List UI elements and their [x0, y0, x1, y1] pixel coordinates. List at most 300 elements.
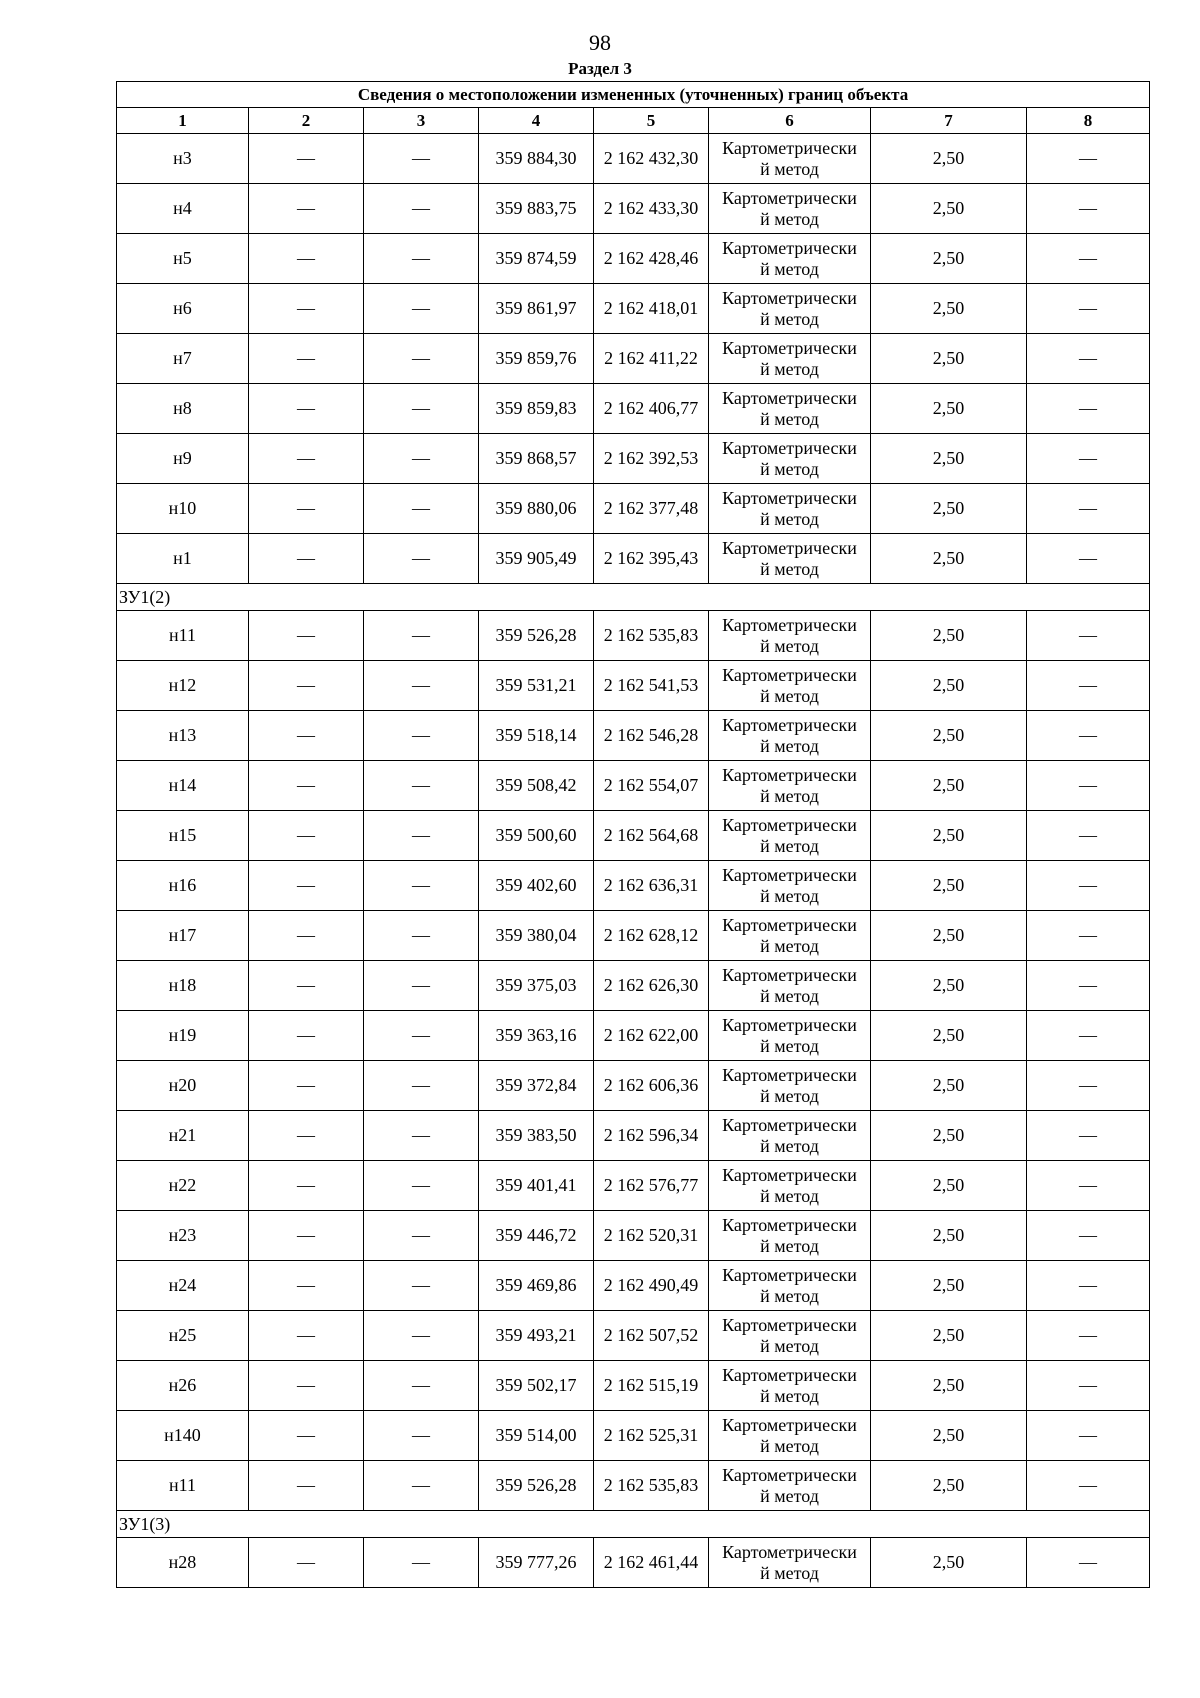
- x-coordinate: 359 514,00: [479, 1411, 594, 1461]
- x-coordinate: 359 859,83: [479, 384, 594, 434]
- col2-value: —: [249, 1161, 364, 1211]
- method-text-line: Картометрически: [722, 337, 857, 358]
- method-text-line: Картометрически: [722, 287, 857, 308]
- table-row: [117, 1411, 1150, 1461]
- y-coordinate: 2 162 535,83: [594, 1461, 709, 1511]
- col3-value: —: [364, 1361, 479, 1411]
- method-text-line: й метод: [760, 1035, 819, 1056]
- x-coordinate: 359 383,50: [479, 1111, 594, 1161]
- col2-value: —: [249, 1261, 364, 1311]
- table-row: [117, 1361, 1150, 1411]
- col2-value: —: [249, 1461, 364, 1511]
- method-text-line: й метод: [760, 208, 819, 229]
- col2-value: —: [249, 134, 364, 184]
- point-name: н10: [117, 484, 249, 534]
- col3-value: —: [364, 534, 479, 584]
- precision: 2,50: [871, 711, 1027, 761]
- col2-value: —: [249, 1361, 364, 1411]
- method-text-line: й метод: [760, 685, 819, 706]
- precision: 2,50: [871, 1161, 1027, 1211]
- method-text-line: й метод: [760, 985, 819, 1006]
- col3-value: —: [364, 434, 479, 484]
- method: [709, 184, 871, 234]
- table-row: [117, 761, 1150, 811]
- table-row: [117, 961, 1150, 1011]
- table-row: [117, 484, 1150, 534]
- col8-value: —: [1027, 811, 1150, 861]
- method-text-line: й метод: [760, 508, 819, 529]
- precision: 2,50: [871, 484, 1027, 534]
- x-coordinate: 359 380,04: [479, 911, 594, 961]
- y-coordinate: 2 162 428,46: [594, 234, 709, 284]
- precision: 2,50: [871, 334, 1027, 384]
- precision: 2,50: [871, 611, 1027, 661]
- method-text-line: Картометрически: [722, 1114, 857, 1135]
- method: [709, 961, 871, 1011]
- col8-value: —: [1027, 284, 1150, 334]
- method-text-line: Картометрически: [722, 537, 857, 558]
- method-text-line: Картометрически: [722, 1464, 857, 1485]
- col3-value: —: [364, 861, 479, 911]
- method: [709, 434, 871, 484]
- col8-value: —: [1027, 134, 1150, 184]
- table-row: [117, 911, 1150, 961]
- col2-value: —: [249, 961, 364, 1011]
- column-number: 6: [709, 108, 871, 134]
- precision: 2,50: [871, 534, 1027, 584]
- point-name: н3: [117, 134, 249, 184]
- method-text-line: Картометрически: [722, 1214, 857, 1235]
- col3-value: —: [364, 184, 479, 234]
- method: [709, 1311, 871, 1361]
- method-text-line: й метод: [760, 1285, 819, 1306]
- col2-value: —: [249, 861, 364, 911]
- table-row: [117, 1061, 1150, 1111]
- table-row: [117, 1461, 1150, 1511]
- table-row: [117, 1261, 1150, 1311]
- col8-value: —: [1027, 434, 1150, 484]
- method-text-line: й метод: [760, 458, 819, 479]
- table-row: [117, 434, 1150, 484]
- col8-value: —: [1027, 961, 1150, 1011]
- y-coordinate: 2 162 628,12: [594, 911, 709, 961]
- method-text-line: Картометрически: [722, 864, 857, 885]
- point-name: н11: [117, 611, 249, 661]
- col3-value: —: [364, 911, 479, 961]
- col3-value: —: [364, 1161, 479, 1211]
- x-coordinate: 359 363,16: [479, 1011, 594, 1061]
- col2-value: —: [249, 1411, 364, 1461]
- x-coordinate: 359 883,75: [479, 184, 594, 234]
- col8-value: —: [1027, 611, 1150, 661]
- col2-value: —: [249, 911, 364, 961]
- col8-value: —: [1027, 1538, 1150, 1588]
- y-coordinate: 2 162 392,53: [594, 434, 709, 484]
- table-row: [117, 284, 1150, 334]
- method: [709, 711, 871, 761]
- page-number: 98: [589, 30, 611, 55]
- y-coordinate: 2 162 515,19: [594, 1361, 709, 1411]
- method-text-line: Картометрически: [722, 1314, 857, 1335]
- method: [709, 234, 871, 284]
- method: [709, 1461, 871, 1511]
- column-number: 2: [249, 108, 364, 134]
- col3-value: —: [364, 1261, 479, 1311]
- method-text-line: й метод: [760, 735, 819, 756]
- method: [709, 1111, 871, 1161]
- method-text-line: Картометрически: [722, 1064, 857, 1085]
- y-coordinate: 2 162 411,22: [594, 334, 709, 384]
- y-coordinate: 2 162 535,83: [594, 611, 709, 661]
- point-name: н9: [117, 434, 249, 484]
- y-coordinate: 2 162 520,31: [594, 1211, 709, 1261]
- table-row: [117, 534, 1150, 584]
- table-row: [117, 1161, 1150, 1211]
- col8-value: —: [1027, 1061, 1150, 1111]
- y-coordinate: 2 162 433,30: [594, 184, 709, 234]
- method-text-line: й метод: [760, 1185, 819, 1206]
- precision: 2,50: [871, 134, 1027, 184]
- point-name: н20: [117, 1061, 249, 1111]
- method-text-line: Картометрически: [722, 1541, 857, 1562]
- section-title: Раздел 3: [568, 59, 632, 78]
- col2-value: —: [249, 1311, 364, 1361]
- y-coordinate: 2 162 377,48: [594, 484, 709, 534]
- col3-value: —: [364, 1538, 479, 1588]
- y-coordinate: 2 162 596,34: [594, 1111, 709, 1161]
- y-coordinate: 2 162 406,77: [594, 384, 709, 434]
- method-text-line: й метод: [760, 1135, 819, 1156]
- method: [709, 384, 871, 434]
- col3-value: —: [364, 961, 479, 1011]
- col8-value: —: [1027, 384, 1150, 434]
- x-coordinate: 359 861,97: [479, 284, 594, 334]
- method-text-line: Картометрически: [722, 187, 857, 208]
- column-number: 5: [594, 108, 709, 134]
- col8-value: —: [1027, 1461, 1150, 1511]
- y-coordinate: 2 162 525,31: [594, 1411, 709, 1461]
- y-coordinate: 2 162 541,53: [594, 661, 709, 711]
- method-text-line: й метод: [760, 408, 819, 429]
- x-coordinate: 359 375,03: [479, 961, 594, 1011]
- method-text-line: й метод: [760, 935, 819, 956]
- col2-value: —: [249, 484, 364, 534]
- x-coordinate: 359 884,30: [479, 134, 594, 184]
- precision: 2,50: [871, 284, 1027, 334]
- table-caption-row: [117, 82, 1150, 108]
- x-coordinate: 359 508,42: [479, 761, 594, 811]
- col8-value: —: [1027, 534, 1150, 584]
- precision: 2,50: [871, 1261, 1027, 1311]
- col8-value: —: [1027, 184, 1150, 234]
- col8-value: —: [1027, 1261, 1150, 1311]
- point-name: н140: [117, 1411, 249, 1461]
- precision: 2,50: [871, 234, 1027, 284]
- point-name: н26: [117, 1361, 249, 1411]
- point-name: н24: [117, 1261, 249, 1311]
- y-coordinate: 2 162 554,07: [594, 761, 709, 811]
- col3-value: —: [364, 134, 479, 184]
- y-coordinate: 2 162 395,43: [594, 534, 709, 584]
- point-name: н12: [117, 661, 249, 711]
- method-text-line: Картометрически: [722, 1014, 857, 1035]
- point-name: н25: [117, 1311, 249, 1361]
- method: [709, 1361, 871, 1411]
- point-name: н14: [117, 761, 249, 811]
- col3-value: —: [364, 761, 479, 811]
- method-text-line: Картометрически: [722, 237, 857, 258]
- col8-value: —: [1027, 911, 1150, 961]
- point-name: н6: [117, 284, 249, 334]
- point-name: н28: [117, 1538, 249, 1588]
- table-row: [117, 1011, 1150, 1061]
- method: [709, 661, 871, 711]
- col8-value: —: [1027, 1111, 1150, 1161]
- precision: 2,50: [871, 761, 1027, 811]
- col2-value: —: [249, 611, 364, 661]
- y-coordinate: 2 162 432,30: [594, 134, 709, 184]
- method-text-line: Картометрически: [722, 964, 857, 985]
- precision: 2,50: [871, 1538, 1027, 1588]
- col2-value: —: [249, 1011, 364, 1061]
- method-text-line: Картометрически: [722, 1164, 857, 1185]
- method-text-line: й метод: [760, 1085, 819, 1106]
- col3-value: —: [364, 334, 479, 384]
- method-text-line: Картометрически: [722, 814, 857, 835]
- group-label: ЗУ1(2): [117, 584, 1150, 611]
- col2-value: —: [249, 334, 364, 384]
- col3-value: —: [364, 811, 479, 861]
- table-row: [117, 661, 1150, 711]
- y-coordinate: 2 162 490,49: [594, 1261, 709, 1311]
- col3-value: —: [364, 611, 479, 661]
- table-body: [117, 82, 1150, 1588]
- method-text-line: й метод: [760, 885, 819, 906]
- column-number: 8: [1027, 108, 1150, 134]
- col8-value: —: [1027, 1311, 1150, 1361]
- point-name: н22: [117, 1161, 249, 1211]
- x-coordinate: 359 402,60: [479, 861, 594, 911]
- y-coordinate: 2 162 636,31: [594, 861, 709, 911]
- x-coordinate: 359 502,17: [479, 1361, 594, 1411]
- col3-value: —: [364, 1411, 479, 1461]
- method: [709, 134, 871, 184]
- x-coordinate: 359 880,06: [479, 484, 594, 534]
- col2-value: —: [249, 761, 364, 811]
- x-coordinate: 359 874,59: [479, 234, 594, 284]
- col2-value: —: [249, 184, 364, 234]
- method-text-line: Картометрически: [722, 664, 857, 685]
- column-number: 7: [871, 108, 1027, 134]
- point-name: н23: [117, 1211, 249, 1261]
- method-text-line: й метод: [760, 1385, 819, 1406]
- point-name: н11: [117, 1461, 249, 1511]
- point-name: н19: [117, 1011, 249, 1061]
- method: [709, 284, 871, 334]
- method-text-line: й метод: [760, 158, 819, 179]
- table-row: [117, 611, 1150, 661]
- table-row: [117, 1311, 1150, 1361]
- point-name: н16: [117, 861, 249, 911]
- x-coordinate: 359 372,84: [479, 1061, 594, 1111]
- point-name: н8: [117, 384, 249, 434]
- method: [709, 534, 871, 584]
- method-text-line: й метод: [760, 635, 819, 656]
- precision: 2,50: [871, 1111, 1027, 1161]
- col3-value: —: [364, 661, 479, 711]
- col3-value: —: [364, 1111, 479, 1161]
- method-text-line: й метод: [760, 1335, 819, 1356]
- col8-value: —: [1027, 661, 1150, 711]
- col8-value: —: [1027, 1161, 1150, 1211]
- method-text-line: й метод: [760, 558, 819, 579]
- col8-value: —: [1027, 1411, 1150, 1461]
- x-coordinate: 359 859,76: [479, 334, 594, 384]
- x-coordinate: 359 526,28: [479, 611, 594, 661]
- x-coordinate: 359 518,14: [479, 711, 594, 761]
- x-coordinate: 359 446,72: [479, 1211, 594, 1261]
- table-row: [117, 134, 1150, 184]
- table-row: [117, 1111, 1150, 1161]
- column-number: 4: [479, 108, 594, 134]
- precision: 2,50: [871, 384, 1027, 434]
- method: [709, 334, 871, 384]
- col2-value: —: [249, 1061, 364, 1111]
- precision: 2,50: [871, 911, 1027, 961]
- table-row: [117, 184, 1150, 234]
- method: [709, 1411, 871, 1461]
- method: [709, 1061, 871, 1111]
- method-text-line: Картометрически: [722, 614, 857, 635]
- point-name: н17: [117, 911, 249, 961]
- col3-value: —: [364, 384, 479, 434]
- point-name: н15: [117, 811, 249, 861]
- column-number-row: [117, 108, 1150, 134]
- col8-value: —: [1027, 1011, 1150, 1061]
- col2-value: —: [249, 661, 364, 711]
- method-text-line: й метод: [760, 1485, 819, 1506]
- col2-value: —: [249, 711, 364, 761]
- precision: 2,50: [871, 434, 1027, 484]
- col8-value: —: [1027, 484, 1150, 534]
- precision: 2,50: [871, 184, 1027, 234]
- method-text-line: Картометрически: [722, 914, 857, 935]
- col3-value: —: [364, 1311, 479, 1361]
- method-text-line: Картометрически: [722, 437, 857, 458]
- y-coordinate: 2 162 622,00: [594, 1011, 709, 1061]
- col8-value: —: [1027, 861, 1150, 911]
- method-text-line: й метод: [760, 1435, 819, 1456]
- method-text-line: й метод: [760, 1235, 819, 1256]
- y-coordinate: 2 162 564,68: [594, 811, 709, 861]
- method: [709, 1161, 871, 1211]
- method-text-line: Картометрически: [722, 487, 857, 508]
- method-text-line: Картометрически: [722, 714, 857, 735]
- col2-value: —: [249, 284, 364, 334]
- point-name: н21: [117, 1111, 249, 1161]
- table-row: [117, 1211, 1150, 1261]
- y-coordinate: 2 162 507,52: [594, 1311, 709, 1361]
- col2-value: —: [249, 1211, 364, 1261]
- precision: 2,50: [871, 1361, 1027, 1411]
- x-coordinate: 359 777,26: [479, 1538, 594, 1588]
- method: [709, 761, 871, 811]
- table-row: [117, 1538, 1150, 1588]
- x-coordinate: 359 493,21: [479, 1311, 594, 1361]
- point-name: н1: [117, 534, 249, 584]
- method-text-line: Картометрически: [722, 1414, 857, 1435]
- x-coordinate: 359 531,21: [479, 661, 594, 711]
- y-coordinate: 2 162 626,30: [594, 961, 709, 1011]
- col8-value: —: [1027, 761, 1150, 811]
- method: [709, 911, 871, 961]
- method-text-line: Картометрически: [722, 1264, 857, 1285]
- method-text-line: й метод: [760, 308, 819, 329]
- col2-value: —: [249, 811, 364, 861]
- col8-value: —: [1027, 334, 1150, 384]
- precision: 2,50: [871, 1461, 1027, 1511]
- y-coordinate: 2 162 461,44: [594, 1538, 709, 1588]
- method: [709, 811, 871, 861]
- point-name: н5: [117, 234, 249, 284]
- x-coordinate: 359 868,57: [479, 434, 594, 484]
- col8-value: —: [1027, 234, 1150, 284]
- col2-value: —: [249, 434, 364, 484]
- method: [709, 861, 871, 911]
- point-name: н4: [117, 184, 249, 234]
- group-row: [117, 1511, 1150, 1538]
- precision: 2,50: [871, 861, 1027, 911]
- point-name: н7: [117, 334, 249, 384]
- col8-value: —: [1027, 1211, 1150, 1261]
- method: [709, 484, 871, 534]
- col2-value: —: [249, 1111, 364, 1161]
- x-coordinate: 359 526,28: [479, 1461, 594, 1511]
- table-row: [117, 384, 1150, 434]
- col3-value: —: [364, 711, 479, 761]
- col8-value: —: [1027, 1361, 1150, 1411]
- col2-value: —: [249, 384, 364, 434]
- y-coordinate: 2 162 606,36: [594, 1061, 709, 1111]
- table-row: [117, 234, 1150, 284]
- method-text-line: й метод: [760, 258, 819, 279]
- col2-value: —: [249, 1538, 364, 1588]
- col3-value: —: [364, 1211, 479, 1261]
- method: [709, 1538, 871, 1588]
- table-row: [117, 711, 1150, 761]
- col3-value: —: [364, 234, 479, 284]
- y-coordinate: 2 162 576,77: [594, 1161, 709, 1211]
- method-text-line: Картометрически: [722, 387, 857, 408]
- col8-value: —: [1027, 711, 1150, 761]
- precision: 2,50: [871, 811, 1027, 861]
- point-name: н18: [117, 961, 249, 1011]
- group-label: ЗУ1(3): [117, 1511, 1150, 1538]
- col3-value: —: [364, 1461, 479, 1511]
- precision: 2,50: [871, 961, 1027, 1011]
- precision: 2,50: [871, 1211, 1027, 1261]
- coordinates-table: [116, 81, 1150, 1588]
- x-coordinate: 359 500,60: [479, 811, 594, 861]
- col2-value: —: [249, 534, 364, 584]
- method: [709, 1261, 871, 1311]
- x-coordinate: 359 401,41: [479, 1161, 594, 1211]
- precision: 2,50: [871, 661, 1027, 711]
- column-number: 3: [364, 108, 479, 134]
- y-coordinate: 2 162 418,01: [594, 284, 709, 334]
- precision: 2,50: [871, 1311, 1027, 1361]
- method-text-line: й метод: [760, 1562, 819, 1583]
